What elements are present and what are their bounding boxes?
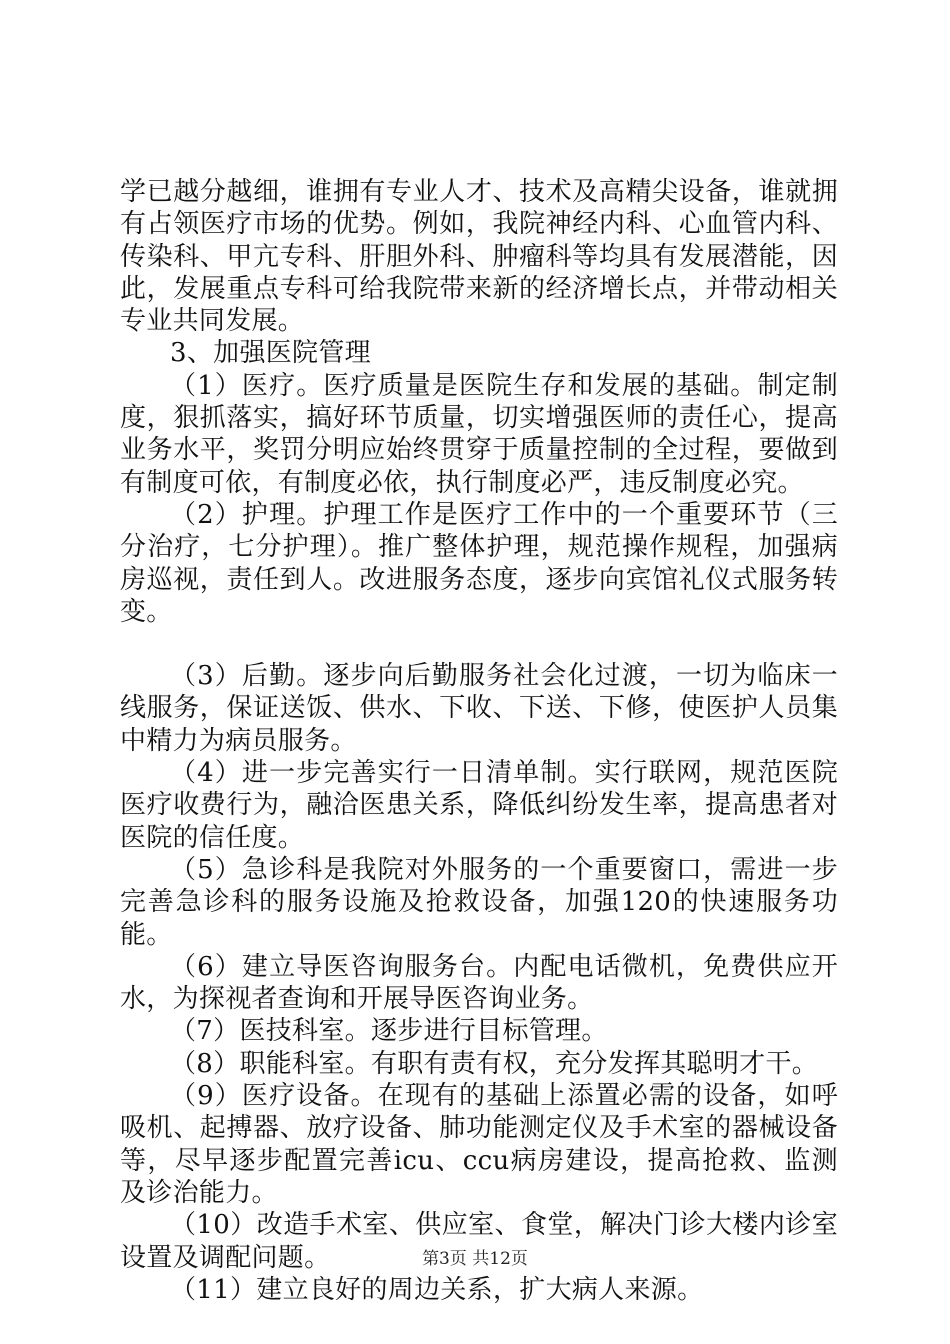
paragraph-medical-tech: （7）医技科室。逐步进行目标管理。 [170,1016,608,1047]
paragraph-gap [120,628,838,660]
paragraph-renovation: （10）改造手术室、供应室、食堂，解决门诊大楼内诊室设置及调配问题。 [120,1210,838,1273]
body-text [120,176,838,1306]
paragraph-guide-desk: （6）建立导医咨询服务台。内配电话微机，免费供应开水，为探视者查询和开展导医咨询业务。 [120,951,838,1015]
paragraph-logistics: （3）后勤。逐步向后勤服务社会化过渡，一切为临床一线服务，保证送饭、供水、下收、下送、下修，使医护人员集中精力为病员服务。 [120,661,838,756]
paragraph-daily-billing: （4）进一步完善实行一日清单制。实行联网，规范医院医疗收费行为，融洽医患关系，降低纠纷发生率，提高患者对医院的信任度。 [120,758,838,853]
paragraph-functional-depts: （8）职能科室。有职有责有权，充分发挥其聪明才干。 [170,1048,819,1079]
paragraph-equipment: （9）医疗设备。在现有的基础上添置必需的设备，如呼吸机、起搏器、放疗设备、肺功能测定仪及手术室的器械设备等，尽早逐步配置完善icu、ccu病房建设，提高抢救、监测及诊治能力。 [120,1081,838,1208]
paragraph-nursing: （2）护理。护理工作是医疗工作中的一个重要环节（三分治疗，七分护理）。推广整体护理，规范操作规程，加强病房巡视，责任到人。改进服务态度，逐步向宾馆礼仪式服务转变。 [120,499,838,627]
page-number-footer: 第3页 共12页 [422,1249,528,1269]
paragraph-relations: （11）建立良好的周边关系，扩大病人来源。 [170,1274,704,1305]
paragraph-specialty-development: 学已越分越细，谁拥有专业人才、技术及高精尖设备，谁就拥有占领医疗市场的优势。例如，我院神经内科、心血管内科、传染科、甲亢专科、肝胆外科、肿瘤科等均具有发展潜能，因此，发展重点专科可给我院带来新的经济增长点，并带动相关专业共同发展。 [120,177,838,337]
paragraph-medical: （1）医疗。医疗质量是医院生存和发展的基础。制定制度，狠抓落实，搞好环节质量，切实增强医师的责任心，提高业务水平，奖罚分明应始终贯穿于质量控制的全过程，要做到有制度可依，有制度必依，执行制度必严，违反制度必究。 [120,370,838,498]
paragraph-emergency: （5）急诊科是我院对外服务的一个重要窗口，需进一步完善急诊科的服务设施及抢救设备，加强120的快速服务功能。 [120,854,838,950]
section-heading-hospital-management: 3、加强医院管理 [170,338,371,369]
